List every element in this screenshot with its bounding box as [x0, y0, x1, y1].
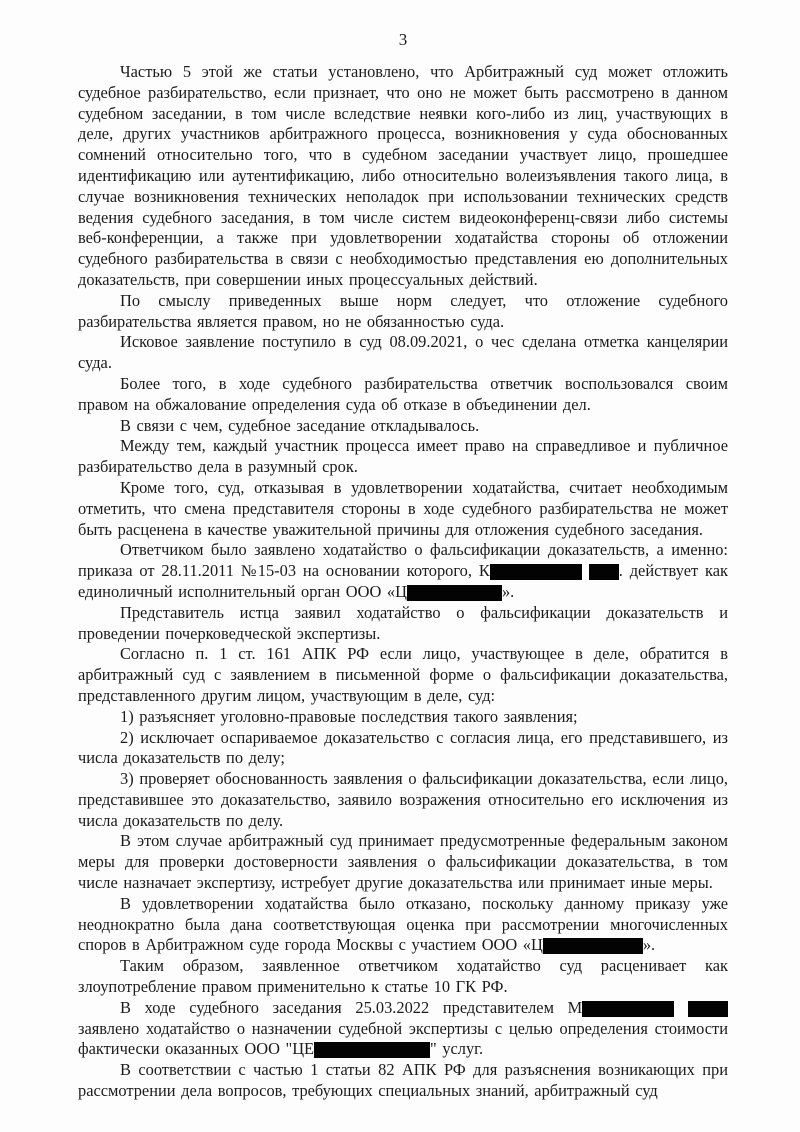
- paragraph: В соответствии с частью 1 статьи 82 АПК РФ для разъяснения возникающих при рассмотрении дела вопросов, требующих специальных знаний, арбитражный суд: [78, 1060, 728, 1101]
- paragraph: В ходе судебного заседания 25.03.2022 представителем М заявлено ходатайство о назначении судебной экспертизы с целью определения стоимости фактически оказанных ООО "ЦЕ " услуг.: [78, 997, 728, 1059]
- paragraph: Более того, в ходе судебного разбирательства ответчик воспользовался своим правом на обжалование определения суда об отказе в объединении дел.: [78, 373, 728, 414]
- paragraph: Согласно п. 1 ст. 161 АПК РФ если лицо, участвующее в деле, обратится в арбитражный суд с заявлением в письменной форме о фальсификации доказательства, представленного другим лицом, участвующим в деле, суд:: [78, 644, 728, 705]
- paragraph: В связи с чем, судебное заседание откладывалось.: [120, 415, 480, 435]
- paragraph: В этом случае арбитражный суд принимает предусмотренные федеральным законом меры для проверки достоверности заявления о фальсификации доказательства, в том числе назначает экспертизу, истребует другие доказательства или принимает иные меры.: [78, 831, 728, 893]
- paragraph: Между тем, каждый участник процесса имеет право на справедливое и публичное разбирательство дела в разумный срок.: [78, 436, 728, 477]
- paragraph: 1) разъясняет уголовно-правовые последствия такого заявления;: [120, 706, 578, 726]
- paragraph: 2) исключает оспариваемое доказательство с согласия лица, его представившего, из числа доказательств по делу;: [78, 727, 728, 768]
- redaction-bar: [688, 1001, 728, 1017]
- redaction-bar: [407, 585, 502, 601]
- redaction-bar: [543, 938, 643, 954]
- paragraph: По смыслу приведенных выше норм следует, что отложение судебного разбирательства является правом, но не обязанностью суда.: [78, 290, 728, 331]
- paragraph: Таким образом, заявленное ответчиком ходатайство суд расценивает как злоупотребление правом применительно к статье 10 ГК РФ.: [78, 956, 728, 997]
- paragraph: Исковое заявление поступило в суд 08.09.2021, о чес сделана отметка канцелярии суда.: [78, 332, 728, 373]
- paragraph: Представитель истца заявил ходатайство о фальсификации доказательств и проведении почерковедческой экспертизы.: [78, 602, 728, 643]
- paragraph: В удовлетворении ходатайства было отказано, поскольку данному приказу уже неоднократно была дана соответствующая оценка при рассмотрении многочисленных споров в Арбитражном суде города Москвы с участием ООО «Ц ».: [78, 893, 728, 955]
- paragraph: Ответчиком было заявлено ходатайство о фальсификации доказательств, а именно: приказа от 28.11.2011 №15-03 на основании которого, К . действует как единоличный исполнительный орган ООО «Ц ».: [78, 540, 728, 601]
- redaction-bar: [582, 1001, 674, 1017]
- paragraph: Частью 5 этой же статьи установлено, что Арбитражный суд может отложить судебное разбирательство, если признает, что оно не может быть рассмотрено в данном судебном заседании, в том числе вследствие неявки кого-либо из лиц, участвующих в деле, других участников арбитражного процесса, возникновения у суда обоснованных сомнений относительно того, что в судебном заседании участвует лицо, прошедшее идентификацию или аутентификацию, либо относительно волеизъявления такого лица, в случае возникновения технических неполадок при использовании технических средств ведения судебного заседания, в том числе систем видеоконференц-связи либо системы веб-конференции, а также при удовлетворении ходатайства стороны об отложении судебного разбирательства в связи с необходимостью представления ею дополнительных доказательств, при совершении иных процессуальных действий.: [78, 62, 728, 289]
- redaction-bar: [314, 1042, 430, 1058]
- document-body: [78, 62, 728, 1102]
- page-number: 3: [398, 30, 408, 49]
- paragraph: Кроме того, суд, отказывая в удовлетворении ходатайства, считает необходимым отметить, что смена представителя стороны в ходе судебного разбирательства не может быть расценена в качестве уважительной причины для отложения судебного заседания.: [78, 477, 728, 539]
- paragraph: 3) проверяет обоснованность заявления о фальсификации доказательства, если лицо, представившее это доказательство, заявило возражения относительно его исключения из числа доказательств по делу.: [78, 769, 728, 830]
- redaction-bar: [589, 564, 619, 580]
- redaction-bar: [490, 564, 582, 580]
